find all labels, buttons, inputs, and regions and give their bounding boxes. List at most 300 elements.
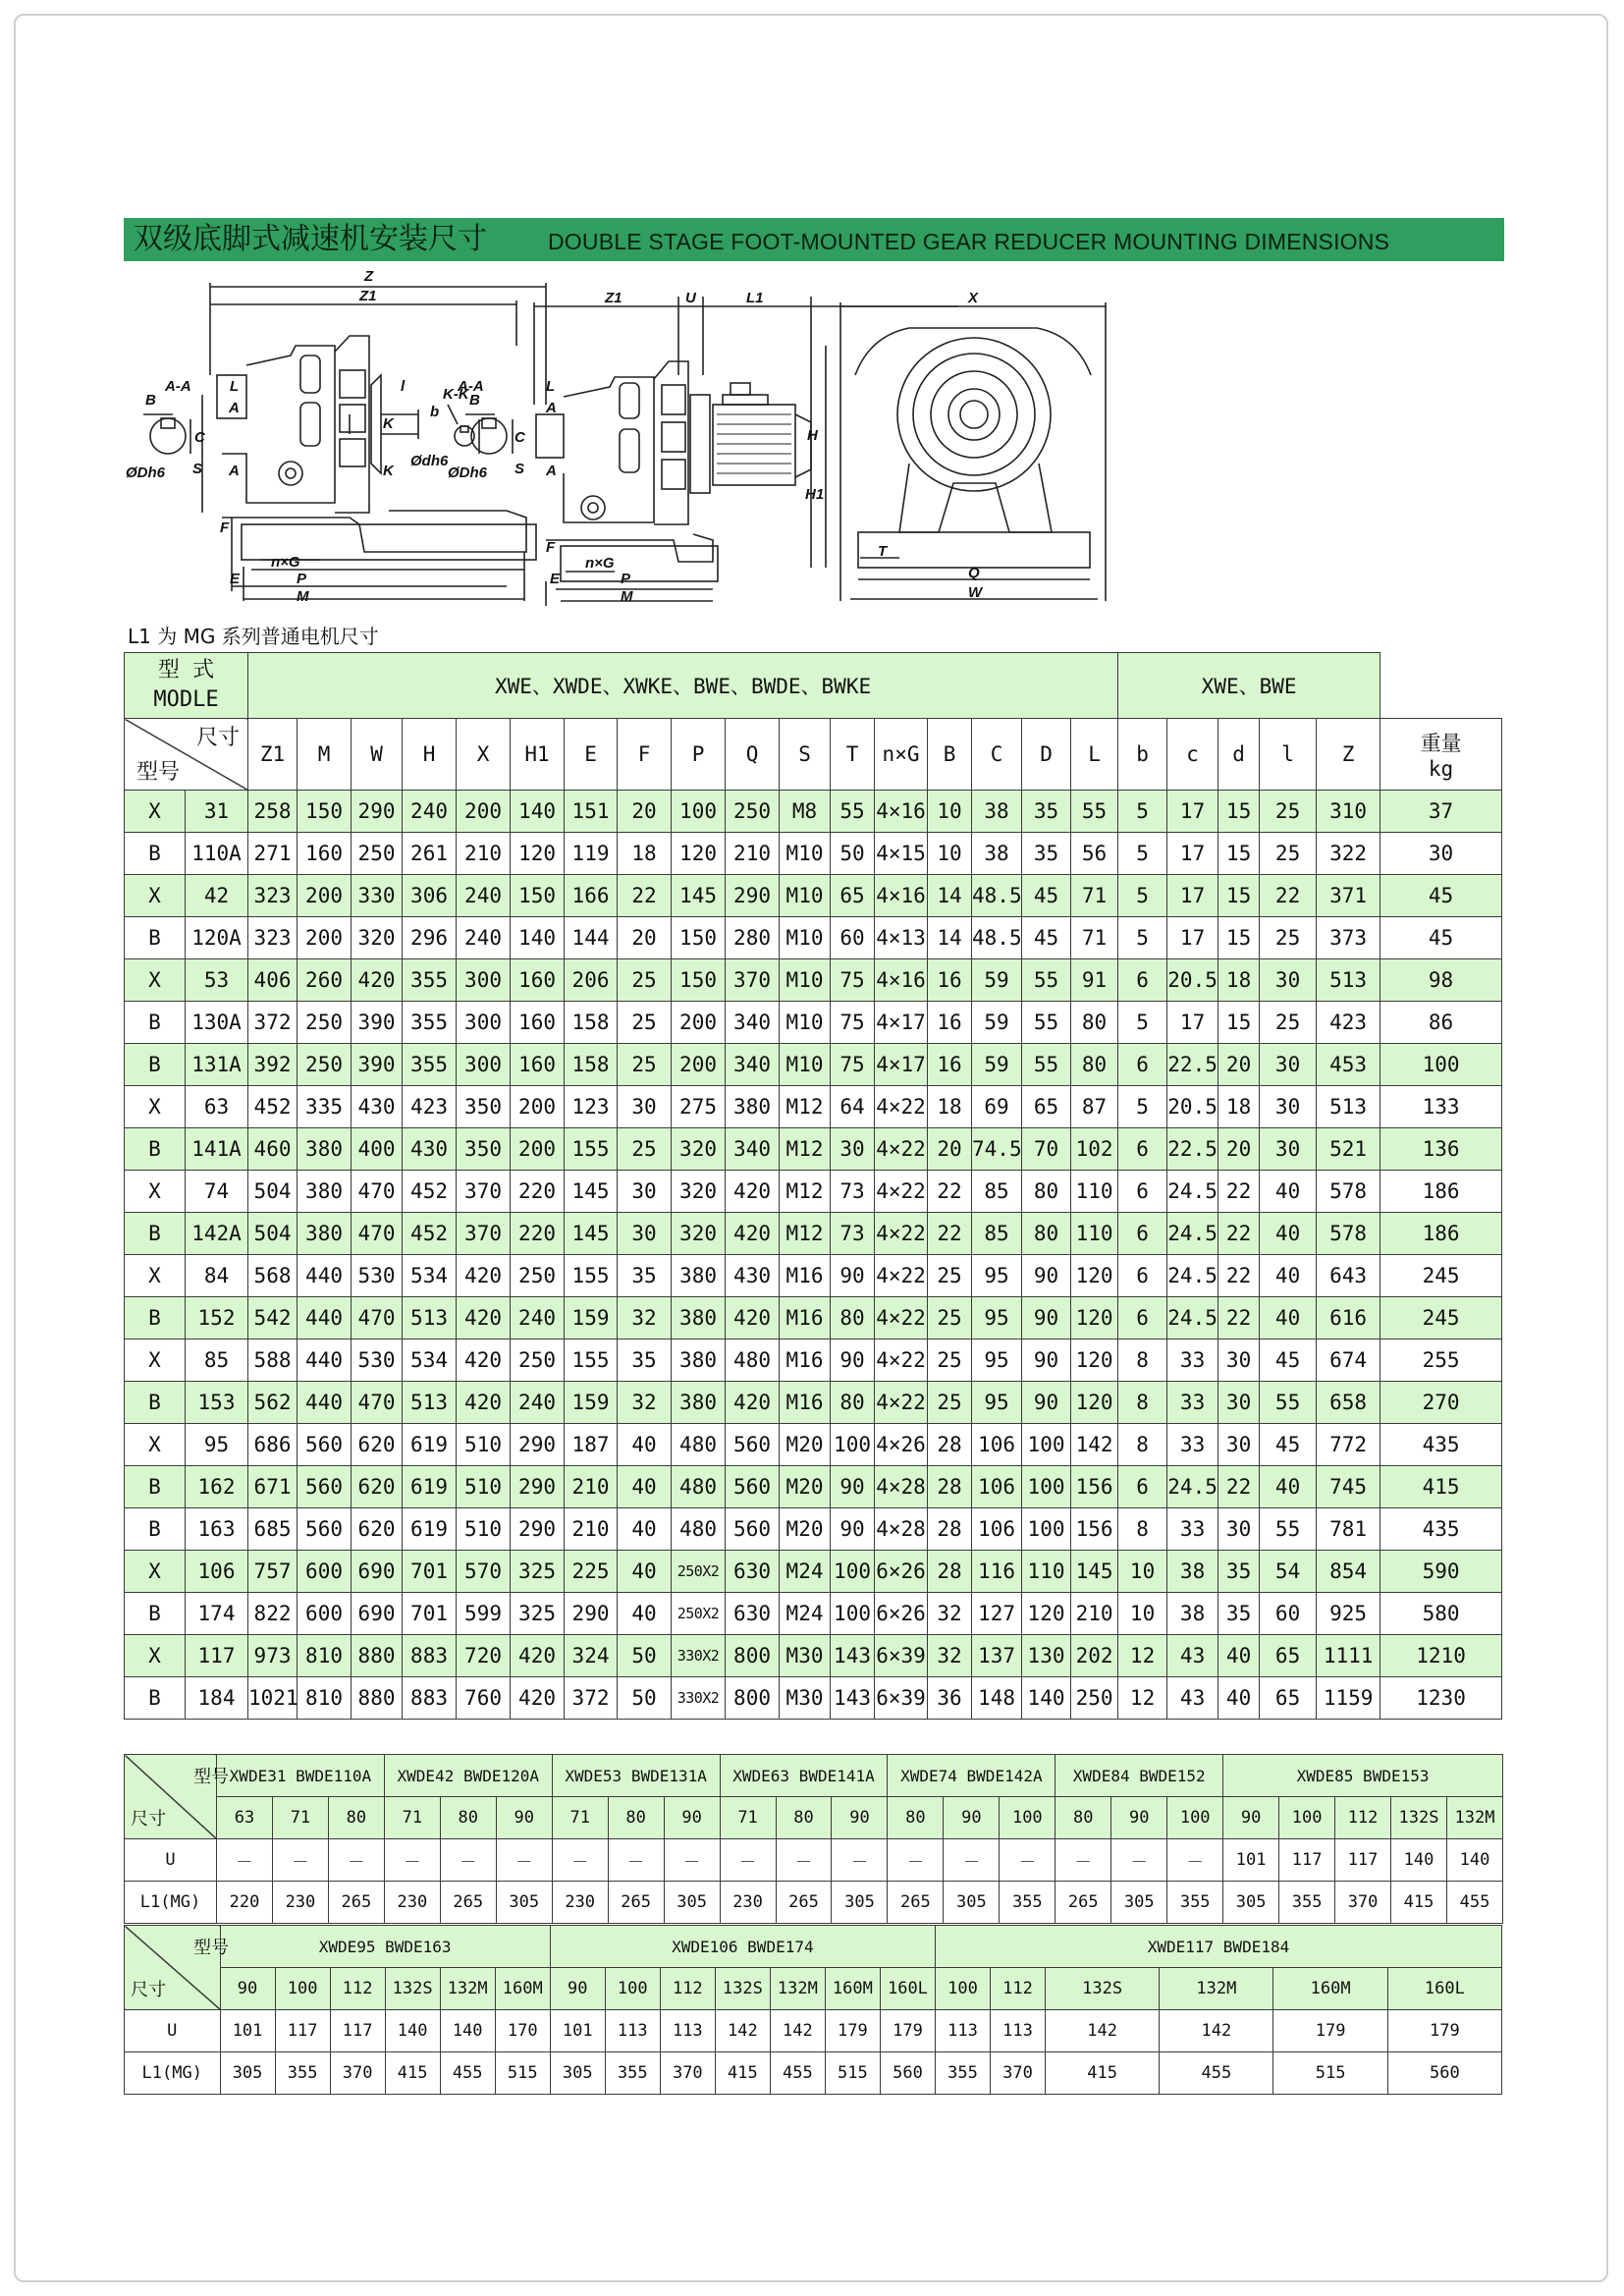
table-cell: 440 [298, 1255, 352, 1297]
sub1-motor-size: 100 [1000, 1797, 1056, 1839]
table-cell: 452 [248, 1086, 298, 1128]
table-cell: 74 [186, 1171, 248, 1213]
table-cell: 133 [1380, 1086, 1502, 1128]
table-cell: 159 [565, 1297, 618, 1339]
table-row [125, 917, 1502, 959]
table-cell: 420 [726, 1297, 780, 1339]
title-en: DOUBLE STAGE FOOT-MOUNTED GEAR REDUCER MOUNTING DIMENSIONS [548, 229, 1390, 254]
label-KK: K-K [443, 386, 469, 403]
sub1-model-group: XWDE31 BWDE110A [217, 1755, 385, 1797]
table-cell: 142A [186, 1213, 248, 1255]
table-cell: 59 [972, 1044, 1022, 1086]
table-cell: 4×22 [875, 1086, 928, 1128]
table-cell: 1111 [1317, 1635, 1380, 1677]
sub1-motor-size: 80 [440, 1797, 496, 1839]
table-cell: 40 [1260, 1466, 1317, 1508]
table-cell: 200 [672, 1002, 726, 1044]
sub1-u-value: － [1000, 1839, 1056, 1882]
table-cell: 117 [186, 1635, 248, 1677]
table-row [125, 791, 1502, 833]
table-cell: 480 [726, 1339, 780, 1382]
table-cell: 6×26 [875, 1593, 928, 1635]
table-cell: 373 [1317, 917, 1380, 959]
table-cell: 380 [298, 1171, 352, 1213]
table-cell: 145 [1071, 1551, 1118, 1593]
table-cell: 6×39 [875, 1635, 928, 1677]
table-cell: 372 [248, 1002, 298, 1044]
table-cell: 40 [618, 1593, 672, 1635]
table-cell: 200 [672, 1044, 726, 1086]
label-L-1: L [230, 378, 240, 395]
table-cell: 15 [1218, 917, 1260, 959]
sub2-u-value: 101 [220, 2010, 275, 2052]
sub2-model-group: XWDE95 BWDE163 [220, 1926, 550, 1968]
table-cell: 250X2 [672, 1551, 726, 1593]
table-cell: 504 [248, 1213, 298, 1255]
table-cell: 65 [1022, 1086, 1071, 1128]
table-cell: 33 [1167, 1382, 1218, 1424]
table-cell: 25 [1260, 791, 1317, 833]
table-cell: 560 [726, 1424, 780, 1466]
table-cell: B [125, 1002, 186, 1044]
table-cell: 420 [726, 1171, 780, 1213]
table-cell: 40 [618, 1424, 672, 1466]
label-B-1: B [145, 392, 156, 409]
table-cell: 74.5 [972, 1128, 1022, 1171]
table-cell: 452 [403, 1213, 457, 1255]
table-cell: 810 [298, 1635, 352, 1677]
table-cell: B [125, 1466, 186, 1508]
table-cell: 372 [565, 1677, 618, 1720]
label-H: H [807, 427, 818, 444]
corner-header-cell [125, 719, 248, 791]
table-cell: 883 [403, 1635, 457, 1677]
sub2-l1-value: 370 [330, 2052, 385, 2095]
label-nG-2: n×G [585, 555, 615, 572]
sub2-u-value: 142 [1160, 2010, 1273, 2052]
table-cell: 420 [457, 1339, 511, 1382]
table-cell: 160 [511, 1002, 565, 1044]
sub2-l1-value: 515 [495, 2052, 550, 2095]
table-cell: 80 [1022, 1213, 1071, 1255]
table-cell: 1210 [1380, 1635, 1502, 1677]
table-cell: 380 [672, 1339, 726, 1382]
label-M-2: M [621, 588, 633, 605]
table-cell: 35 [1022, 791, 1071, 833]
table-cell: 800 [726, 1635, 780, 1677]
sub2-l1-value: 415 [385, 2052, 440, 2095]
table-cell: 90 [831, 1466, 875, 1508]
table-cell: 153 [186, 1382, 248, 1424]
table-cell: 48.5 [972, 917, 1022, 959]
table-cell: 370 [457, 1213, 511, 1255]
table-cell: 95 [186, 1424, 248, 1466]
label-H1: H1 [805, 486, 825, 503]
table-cell: 530 [352, 1339, 403, 1382]
table-cell: 390 [352, 1002, 403, 1044]
table-cell: 810 [298, 1677, 352, 1720]
table-cell: 370 [726, 959, 780, 1002]
sub2-motor-size: 90 [550, 1968, 605, 2010]
table-cell: 69 [972, 1086, 1022, 1128]
sub1-l1-label: L1(MG) [125, 1882, 217, 1924]
table-cell: 250 [298, 1002, 352, 1044]
table-cell: 32 [928, 1593, 972, 1635]
sub2-u-value: 101 [550, 2010, 605, 2052]
table-cell: 5 [1118, 917, 1167, 959]
column-header: c [1167, 719, 1218, 791]
table-cell: 30 [1218, 1424, 1260, 1466]
column-header: H1 [511, 719, 565, 791]
column-header: H [403, 719, 457, 791]
sub1-motor-size: 90 [832, 1797, 888, 1839]
table-cell: 22 [928, 1171, 972, 1213]
table-cell: 45 [1022, 917, 1071, 959]
table-cell: 590 [1380, 1551, 1502, 1593]
table-cell: 260 [298, 959, 352, 1002]
table-cell: 420 [726, 1382, 780, 1424]
table-cell: 250 [511, 1339, 565, 1382]
table-cell: 261 [403, 833, 457, 875]
table-cell: 560 [298, 1508, 352, 1551]
table-cell: 30 [618, 1213, 672, 1255]
table-cell: 158 [565, 1002, 618, 1044]
table-cell: 521 [1317, 1128, 1380, 1171]
table-cell: 38 [972, 791, 1022, 833]
table-cell: 854 [1317, 1551, 1380, 1593]
table-cell: 5 [1118, 791, 1167, 833]
table-cell: 106 [186, 1551, 248, 1593]
table-cell: 324 [565, 1635, 618, 1677]
label-L-2: L [546, 378, 556, 395]
label-A-1b: A [229, 463, 240, 479]
sub2-l1-value: 560 [880, 2052, 935, 2095]
table-cell: 36 [928, 1677, 972, 1720]
table-cell: 22 [1218, 1171, 1260, 1213]
table-cell: 20 [1218, 1128, 1260, 1171]
table-cell: 250 [1071, 1677, 1118, 1720]
table-cell: 330X2 [672, 1677, 726, 1720]
table-cell: 20 [1218, 1044, 1260, 1086]
table-cell: 435 [1380, 1508, 1502, 1551]
table-cell: 187 [565, 1424, 618, 1466]
table-cell: 355 [403, 1002, 457, 1044]
table-cell: 50 [831, 833, 875, 875]
table-cell: 22.5 [1167, 1128, 1218, 1171]
table-cell: 1230 [1380, 1677, 1502, 1720]
table-cell: 5 [1118, 833, 1167, 875]
sub1-l1-value: 265 [440, 1882, 496, 1924]
table-cell: 59 [972, 1002, 1022, 1044]
table-cell: 255 [1380, 1339, 1502, 1382]
table-cell: 883 [403, 1677, 457, 1720]
table-cell: 320 [672, 1128, 726, 1171]
table-cell: 38 [1167, 1551, 1218, 1593]
table-cell: 10 [1118, 1551, 1167, 1593]
table-cell: 142 [1071, 1424, 1118, 1466]
table-cell: 16 [928, 1002, 972, 1044]
table-cell: 1159 [1317, 1677, 1380, 1720]
table-cell: 245 [1380, 1297, 1502, 1339]
table-cell: 43 [1167, 1677, 1218, 1720]
table-cell: 127 [972, 1593, 1022, 1635]
table-cell: 60 [1260, 1593, 1317, 1635]
label-AA-1: A-A [165, 378, 191, 395]
table-cell: 20.5 [1167, 1086, 1218, 1128]
table-cell: 24.5 [1167, 1466, 1218, 1508]
sub1-u-value: 140 [1391, 1839, 1447, 1882]
table-cell: 110 [1071, 1171, 1118, 1213]
table-cell: 22.5 [1167, 1044, 1218, 1086]
table-cell: 370 [457, 1171, 511, 1213]
table-cell: 440 [298, 1382, 352, 1424]
table-cell: 80 [1071, 1002, 1118, 1044]
table-cell: 45 [1260, 1424, 1317, 1466]
table-cell: 30 [1218, 1339, 1260, 1382]
table-cell: 335 [298, 1086, 352, 1128]
sub2-l1-value: 415 [715, 2052, 770, 2095]
sub1-model-group: XWDE42 BWDE120A [384, 1755, 552, 1797]
table-cell: 158 [565, 1044, 618, 1086]
table-cell: 43 [1167, 1635, 1218, 1677]
table-cell: 772 [1317, 1424, 1380, 1466]
table-cell: B [125, 1044, 186, 1086]
table-cell: 40 [1218, 1677, 1260, 1720]
sub1-l1-value: 305 [1223, 1882, 1279, 1924]
table-cell: 160 [511, 959, 565, 1002]
sub1-model-group: XWDE84 BWDE152 [1056, 1755, 1223, 1797]
table-cell: 73 [831, 1213, 875, 1255]
sub1-motor-size: 90 [664, 1797, 720, 1839]
table-cell: 90 [1022, 1382, 1071, 1424]
table-cell: M8 [780, 791, 831, 833]
sub2-u-value: 142 [715, 2010, 770, 2052]
table-cell: 14 [928, 917, 972, 959]
table-cell: 470 [352, 1297, 403, 1339]
table-cell: 145 [565, 1171, 618, 1213]
sub2-l1-value: 455 [770, 2052, 825, 2095]
table-cell: X [125, 1086, 186, 1128]
sub2-u-value: 113 [935, 2010, 990, 2052]
sub2-l1-value: 355 [275, 2052, 330, 2095]
model-header-en: MODLE [153, 687, 219, 712]
table-row [125, 1466, 1502, 1508]
sub2-motor-size: 160M [825, 1968, 880, 2010]
sub2-u-value: 113 [660, 2010, 715, 2052]
table-cell: 6 [1118, 1213, 1167, 1255]
table-cell: M10 [780, 959, 831, 1002]
title-bar [124, 218, 1504, 261]
table-row [125, 1255, 1502, 1297]
table-cell: 33 [1167, 1339, 1218, 1382]
weight-header [1380, 719, 1502, 791]
table-cell: 330X2 [672, 1635, 726, 1677]
table-row [125, 1297, 1502, 1339]
table-cell: 25 [618, 1002, 672, 1044]
table-cell: 18 [1218, 1086, 1260, 1128]
table-cell: 245 [1380, 1255, 1502, 1297]
table-cell: 330 [352, 875, 403, 917]
sub2-u-value: 117 [330, 2010, 385, 2052]
table-cell: 4×17 [875, 1002, 928, 1044]
table-cell: 290 [511, 1424, 565, 1466]
table-cell: 630 [726, 1551, 780, 1593]
sub2-u-value: 142 [770, 2010, 825, 2052]
sub2-u-label: U [125, 2010, 221, 2052]
table-cell: 160 [511, 1044, 565, 1086]
motor-table-1 [124, 1754, 1503, 1924]
sub2-l1-value: 305 [220, 2052, 275, 2095]
table-cell: 271 [248, 833, 298, 875]
table-cell: 35 [1218, 1593, 1260, 1635]
sub2-motor-size: 132M [1160, 1968, 1273, 2010]
table-cell: 580 [1380, 1593, 1502, 1635]
table-cell: 18 [618, 833, 672, 875]
sub1-motor-size: 132M [1446, 1797, 1502, 1839]
table-cell: 156 [1071, 1508, 1118, 1551]
sub2-motor-size: 160M [1273, 1968, 1387, 2010]
sub1-u-value: 140 [1446, 1839, 1502, 1882]
sub2-motor-size: 160L [1387, 1968, 1501, 2010]
sub2-motor-size: 132S [1046, 1968, 1160, 2010]
table-cell: 423 [1317, 1002, 1380, 1044]
sub1-u-value: － [720, 1839, 776, 1882]
sub2-l1-label: L1(MG) [125, 2052, 221, 2095]
table-cell: 210 [726, 833, 780, 875]
sub2-l1-value: 455 [440, 2052, 495, 2095]
table-cell: 10 [1118, 1593, 1167, 1635]
table-cell: 22 [1218, 1466, 1260, 1508]
column-header: C [972, 719, 1022, 791]
table-cell: 599 [457, 1593, 511, 1635]
table-cell: 24.5 [1167, 1171, 1218, 1213]
table-cell: 45 [1380, 875, 1502, 917]
table-cell: 578 [1317, 1213, 1380, 1255]
table-cell: M30 [780, 1677, 831, 1720]
table-cell: 141A [186, 1128, 248, 1171]
table-cell: 430 [352, 1086, 403, 1128]
table-cell: 30 [1260, 1086, 1317, 1128]
table-cell: 20 [618, 791, 672, 833]
table-cell: M16 [780, 1255, 831, 1297]
sub2-corner-model: 型号 [193, 1938, 229, 1958]
table-cell: 25 [618, 1044, 672, 1086]
table-cell: 1021 [248, 1677, 298, 1720]
label-P-1: P [297, 571, 307, 587]
label-Dh6-2: ØDh6 [448, 465, 488, 481]
sub1-motor-size: 80 [1056, 1797, 1111, 1839]
table-cell: 250 [298, 1044, 352, 1086]
table-cell: 120 [511, 833, 565, 875]
table-cell: M20 [780, 1424, 831, 1466]
table-cell: 53 [186, 959, 248, 1002]
table-cell: 300 [457, 1002, 511, 1044]
sub1-l1-value: 355 [1279, 1882, 1335, 1924]
table-cell: 156 [1071, 1466, 1118, 1508]
table-cell: 120 [1071, 1339, 1118, 1382]
sub1-motor-size: 71 [720, 1797, 776, 1839]
table-cell: 200 [298, 917, 352, 959]
label-AA-2: A-A [458, 378, 484, 395]
table-cell: 5 [1118, 875, 1167, 917]
table-cell: 90 [1022, 1255, 1071, 1297]
table-cell: 80 [1071, 1044, 1118, 1086]
table-cell: 6 [1118, 959, 1167, 1002]
table-cell: 4×13 [875, 917, 928, 959]
table-cell: 160 [298, 833, 352, 875]
table-cell: 22 [1218, 1255, 1260, 1297]
table-cell: 210 [457, 833, 511, 875]
table-cell: 163 [186, 1508, 248, 1551]
label-S-1: S [192, 461, 203, 477]
table-cell: 85 [186, 1339, 248, 1382]
table-cell: 140 [511, 791, 565, 833]
table-cell: 210 [1071, 1593, 1118, 1635]
table-cell: 35 [618, 1255, 672, 1297]
label-Z1-2: Z1 [605, 290, 623, 306]
table-cell: 380 [672, 1255, 726, 1297]
table-cell: 95 [972, 1339, 1022, 1382]
table-cell: 202 [1071, 1635, 1118, 1677]
column-header: X [457, 719, 511, 791]
table-cell: 40 [618, 1508, 672, 1551]
table-cell: M12 [780, 1171, 831, 1213]
sub1-l1-value: 305 [664, 1882, 720, 1924]
sub1-motor-size: 100 [1167, 1797, 1223, 1839]
table-cell: 30 [1218, 1382, 1260, 1424]
sub1-u-label: U [125, 1839, 217, 1882]
label-F-2: F [546, 539, 556, 556]
sub2-motor-size: 112 [660, 1968, 715, 2010]
drawings-svg [124, 267, 1504, 621]
table-cell: 123 [565, 1086, 618, 1128]
table-cell: 38 [1167, 1593, 1218, 1635]
sub2-u-value: 179 [825, 2010, 880, 2052]
table-cell: 95 [972, 1255, 1022, 1297]
table-cell: X [125, 1171, 186, 1213]
table-cell: 671 [248, 1466, 298, 1508]
table-cell: 174 [186, 1593, 248, 1635]
table-cell: 22 [1218, 1213, 1260, 1255]
column-header: E [565, 719, 618, 791]
sub1-l1-value: 230 [720, 1882, 776, 1924]
sub1-l1-value: 230 [552, 1882, 608, 1924]
column-header: P [672, 719, 726, 791]
table-cell: 570 [457, 1551, 511, 1593]
label-W: W [968, 584, 983, 601]
sub2-u-value: 140 [440, 2010, 495, 2052]
table-cell: 504 [248, 1171, 298, 1213]
label-Q: Q [968, 565, 980, 581]
table-cell: 22 [1260, 875, 1317, 917]
table-cell: 16 [928, 959, 972, 1002]
table-cell: 55 [1071, 791, 1118, 833]
sub1-l1-value: 370 [1335, 1882, 1391, 1924]
table-cell: 120 [1071, 1255, 1118, 1297]
table-cell: 110 [1022, 1551, 1071, 1593]
table-cell: 686 [248, 1424, 298, 1466]
table-cell: M24 [780, 1551, 831, 1593]
table-cell: 6 [1118, 1255, 1167, 1297]
sub1-l1-value: 220 [217, 1882, 273, 1924]
table-cell: 300 [457, 1044, 511, 1086]
column-header: B [928, 719, 972, 791]
table-cell: 150 [298, 791, 352, 833]
table-cell: 420 [457, 1255, 511, 1297]
label-E-1: E [230, 571, 241, 587]
model-header-cn: 型 式 [157, 658, 215, 683]
sub1-u-value: － [1167, 1839, 1223, 1882]
